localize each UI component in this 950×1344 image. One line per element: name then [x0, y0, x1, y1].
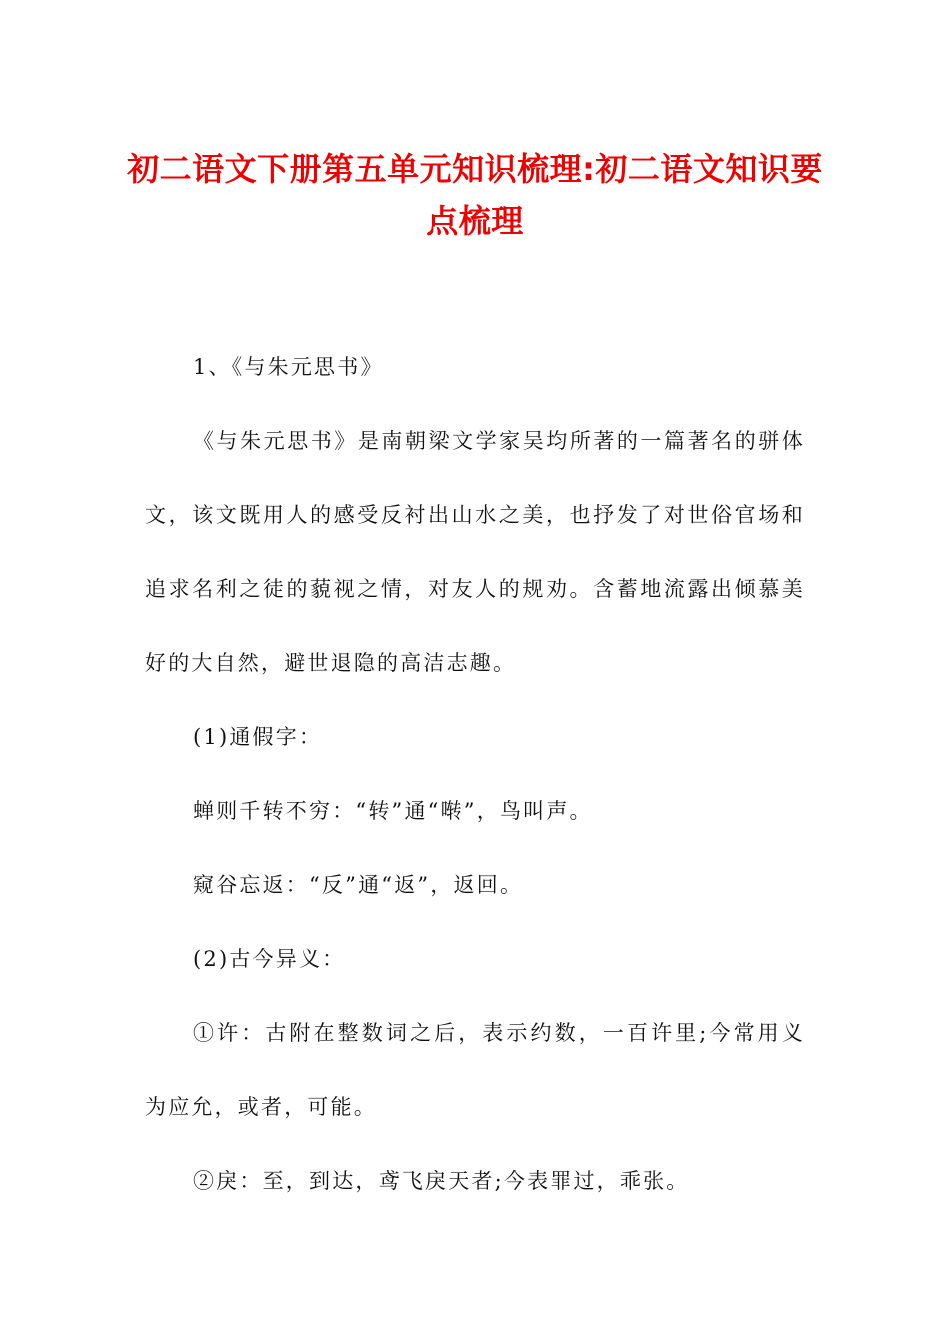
list-item: ①许：古附在整数词之后，表示约数，一百许里;今常用义为应允，或者，可能。	[145, 1021, 805, 1119]
document-body	[145, 330, 805, 1218]
list-item: ②戾：至，到达，鸢飞戾天者;今表罪过，乖张。	[193, 1169, 690, 1193]
section-heading: 1、《与朱元思书》	[193, 355, 384, 379]
subsection-heading-gujinyiyi: (2)古今异义：	[193, 947, 346, 971]
list-item: 窥谷忘返：“反”通“返”，返回。	[193, 873, 524, 897]
subsection-heading-tongjiazi: (1)通假字：	[193, 725, 323, 749]
intro-paragraph: 《与朱元思书》是南朝梁文学家吴均所著的一篇著名的骈体文，该文既用人的感受反衬出山水之美，也抒发了对世俗官场和追求名利之徒的藐视之情，对友人的规劝。含蓄地流露出倾慕美好的大自然，避世退隐的高洁志趣。	[145, 429, 805, 675]
list-item: 蝉则千转不穷：“转”通“啭”，鸟叫声。	[193, 799, 593, 823]
document-title: 初二语文下册第五单元知识梳理:初二语文知识要点梳理	[127, 150, 823, 240]
